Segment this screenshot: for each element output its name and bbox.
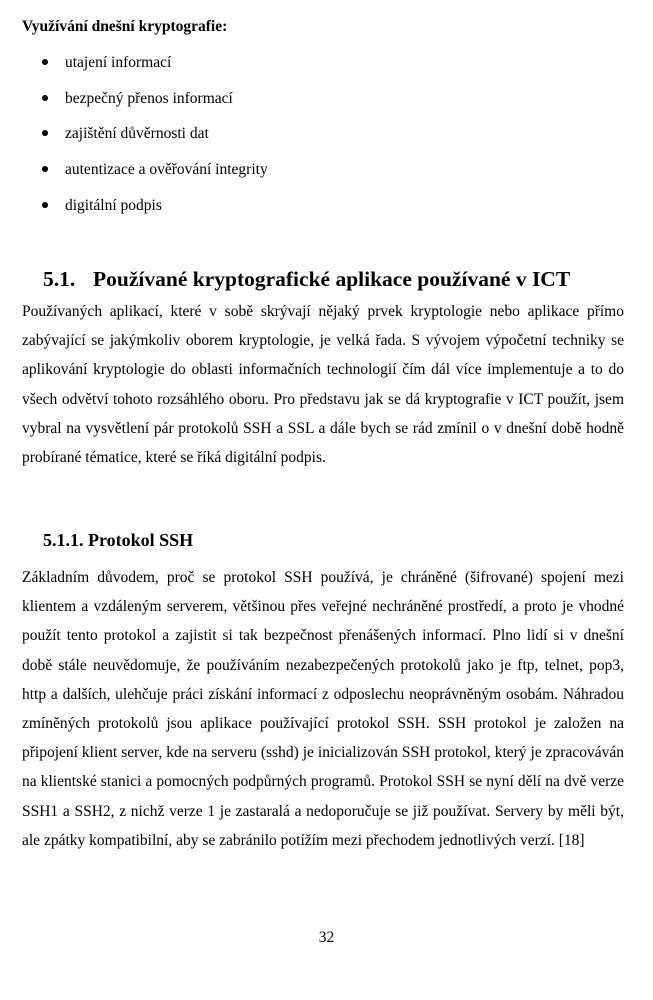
section-title: Používané kryptografické aplikace používané v ICT	[93, 267, 571, 291]
bullet-icon	[42, 130, 48, 136]
bullet-item	[42, 53, 171, 73]
bullet-text: digitální podpis	[65, 197, 162, 214]
intro-heading: Využívání dnešní kryptografie:	[22, 18, 228, 35]
bullet-icon	[42, 166, 48, 172]
subsection-paragraph: Základním důvodem, proč se protokol SSH používá, je chráněné (šifrované) spojení mezi klientem a vzdáleným serverem, většinou přes veřejné nechráněné prostředí, a proto je vhodné použít tento protokol a zajistit si tak bezpečnost přenášených informací. Plno lidí si v dnešní době stále neuvědomuje, že používáním nezabezpečených protokolů jako je ftp, telnet, pop3, http a dalších, ulehčuje práci získání informací z odposlechu neoprávněným osobám. Náhradou zmíněných protokolů jsou aplikace používající protokol SSH. SSH protokol je založen na připojení klient server, kde na serveru (sshd) je inicializován SSH protokol, který je zpracováván na klientské stanici a pomocných podpůrných programů. Protokol SSH se nyní dělí na dvě verze SSH1 a SSH2, z nichž verze 1 je zastaralá a nedoporučuje se již používat. Servery by měli být, ale zpátky kompatibilní, aby se zabránilo potížím mezi přechodem jednotlivých verzí. [18]	[22, 569, 624, 849]
bullet-text: zajištění důvěrnosti dat	[65, 125, 209, 142]
bullet-item	[42, 89, 233, 109]
bullet-item	[42, 160, 268, 180]
section-number: 5.1.	[43, 267, 76, 291]
bullet-icon	[42, 95, 48, 101]
bullet-item	[42, 196, 162, 216]
section-heading	[43, 265, 570, 293]
bullet-text: autentizace a ověřování integrity	[65, 161, 268, 178]
section-paragraph: Používaných aplikací, které v sobě skrývají nějaký prvek kryptologie nebo aplikace přímo zabývající se jakýmkoliv oborem kryptologie, je velká řada. S vývojem výpočetní techniky se aplikování kryptologie do oblasti informačních technologií čím dál více implementuje a to do všech odvětví tohoto rozsáhlého oboru. Pro představu jak se dá kryptografie v ICT použít, jsem vybral na vysvětlení pár protokolů SSH a SSL a dále bych se rád zmínil o v dnešní době hodně probírané tématice, které se říká digitální podpis.	[22, 303, 624, 467]
page-number: 32	[318, 929, 335, 946]
bullet-item	[42, 124, 209, 144]
bullet-icon	[42, 202, 48, 208]
bullet-icon	[42, 59, 48, 65]
subsection-heading: 5.1.1. Protokol SSH	[43, 530, 194, 550]
bullet-text: bezpečný přenos informací	[65, 90, 233, 107]
bullet-text: utajení informací	[65, 54, 172, 71]
